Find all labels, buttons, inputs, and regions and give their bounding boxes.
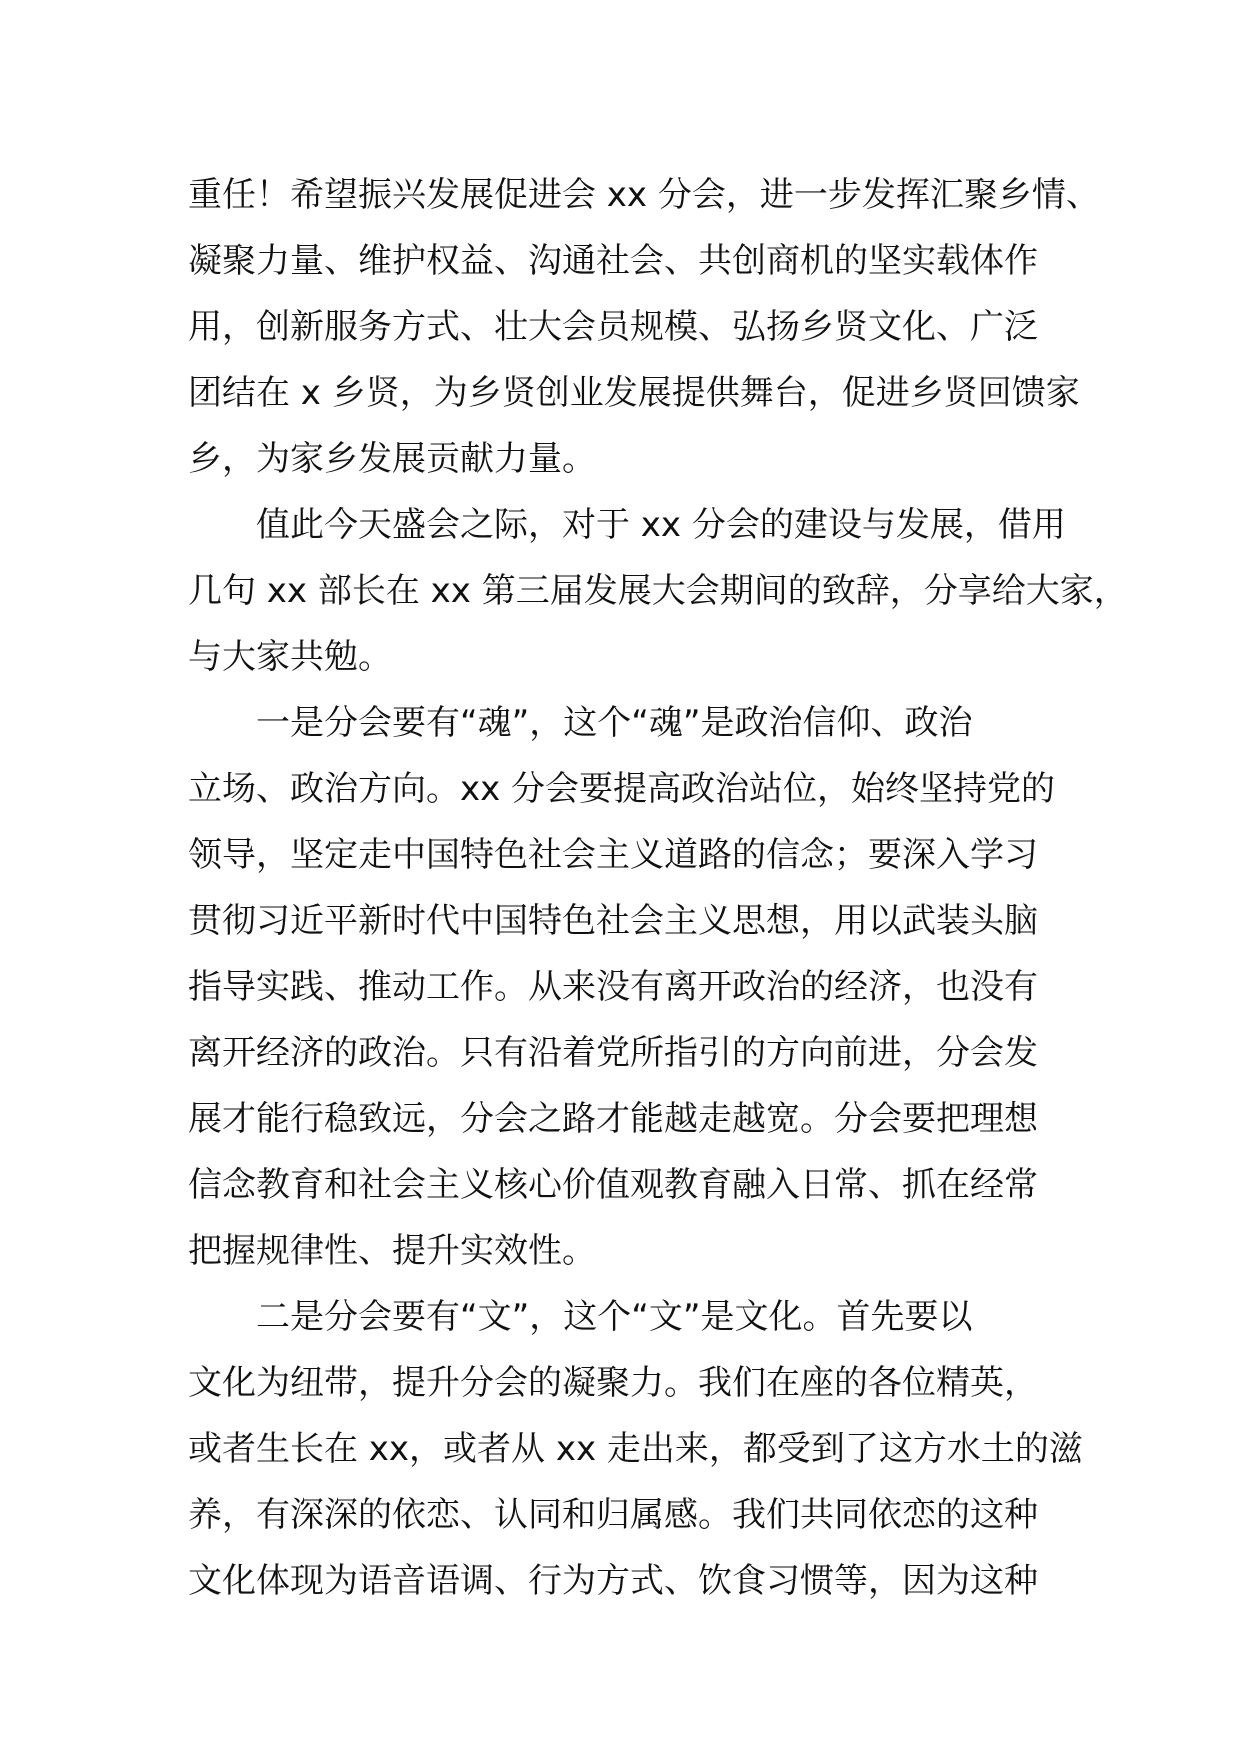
text-line: 立场、政治方向。xx 分会要提高政治站位，始终坚持党的	[188, 769, 1056, 809]
text-line: 指导实践、推动工作。从来没有离开政治的经济，也没有	[188, 967, 1038, 1007]
text-line: 展才能行稳致远，分会之路才能越走越宽。分会要把理想	[188, 1099, 1038, 1139]
text-line: 文化体现为语音语调、行为方式、饮食习惯等，因为这种	[188, 1561, 1038, 1601]
text-line: 值此今天盛会之际，对于 xx 分会的建设与发展，借用	[256, 505, 1066, 545]
paragraph-2	[188, 492, 1128, 690]
text-line: 把握规律性、提升实效性。	[188, 1231, 596, 1271]
document-body	[188, 162, 1128, 1614]
text-line: 几句 xx 部长在 xx 第三届发展大会期间的致辞，分享给大家，	[188, 571, 1128, 611]
text-line: 或者生长在 xx，或者从 xx 走出来，都受到了这方水土的滋	[188, 1429, 1083, 1469]
text-line: 文化为纽带，提升分会的凝聚力。我们在座的各位精英，	[188, 1363, 1038, 1403]
text-line: 贯彻习近平新时代中国特色社会主义思想，用以武装头脑	[188, 901, 1038, 941]
text-line: 二是分会要有“文”，这个“文”是文化。首先要以	[256, 1297, 973, 1337]
text-line: 凝聚力量、维护权益、沟通社会、共创商机的坚实载体作	[188, 241, 1038, 281]
text-line: 信念教育和社会主义核心价值观教育融入日常、抓在经常	[188, 1165, 1038, 1205]
text-line: 重任！希望振兴发展促进会 xx 分会，进一步发挥汇聚乡情、	[188, 175, 1100, 215]
text-line: 一是分会要有“魂”，这个“魂”是政治信仰、政治	[256, 703, 973, 743]
text-line: 用，创新服务方式、壮大会员规模、弘扬乡贤文化、广泛	[188, 307, 1038, 347]
paragraph-4	[188, 1284, 1088, 1614]
text-line: 乡，为家乡发展贡献力量。	[188, 439, 596, 479]
paragraph-3	[188, 690, 1088, 1284]
text-line: 团结在 x 乡贤，为乡贤创业发展提供舞台，促进乡贤回馈家	[188, 373, 1080, 413]
paragraph-1	[188, 162, 1100, 492]
text-line: 与大家共勉。	[188, 637, 392, 677]
text-line: 领导，坚定走中国特色社会主义道路的信念；要深入学习	[188, 835, 1038, 875]
text-line: 离开经济的政治。只有沿着党所指引的方向前进，分会发	[188, 1033, 1038, 1073]
text-line: 养，有深深的依恋、认同和归属感。我们共同依恋的这种	[188, 1495, 1038, 1535]
